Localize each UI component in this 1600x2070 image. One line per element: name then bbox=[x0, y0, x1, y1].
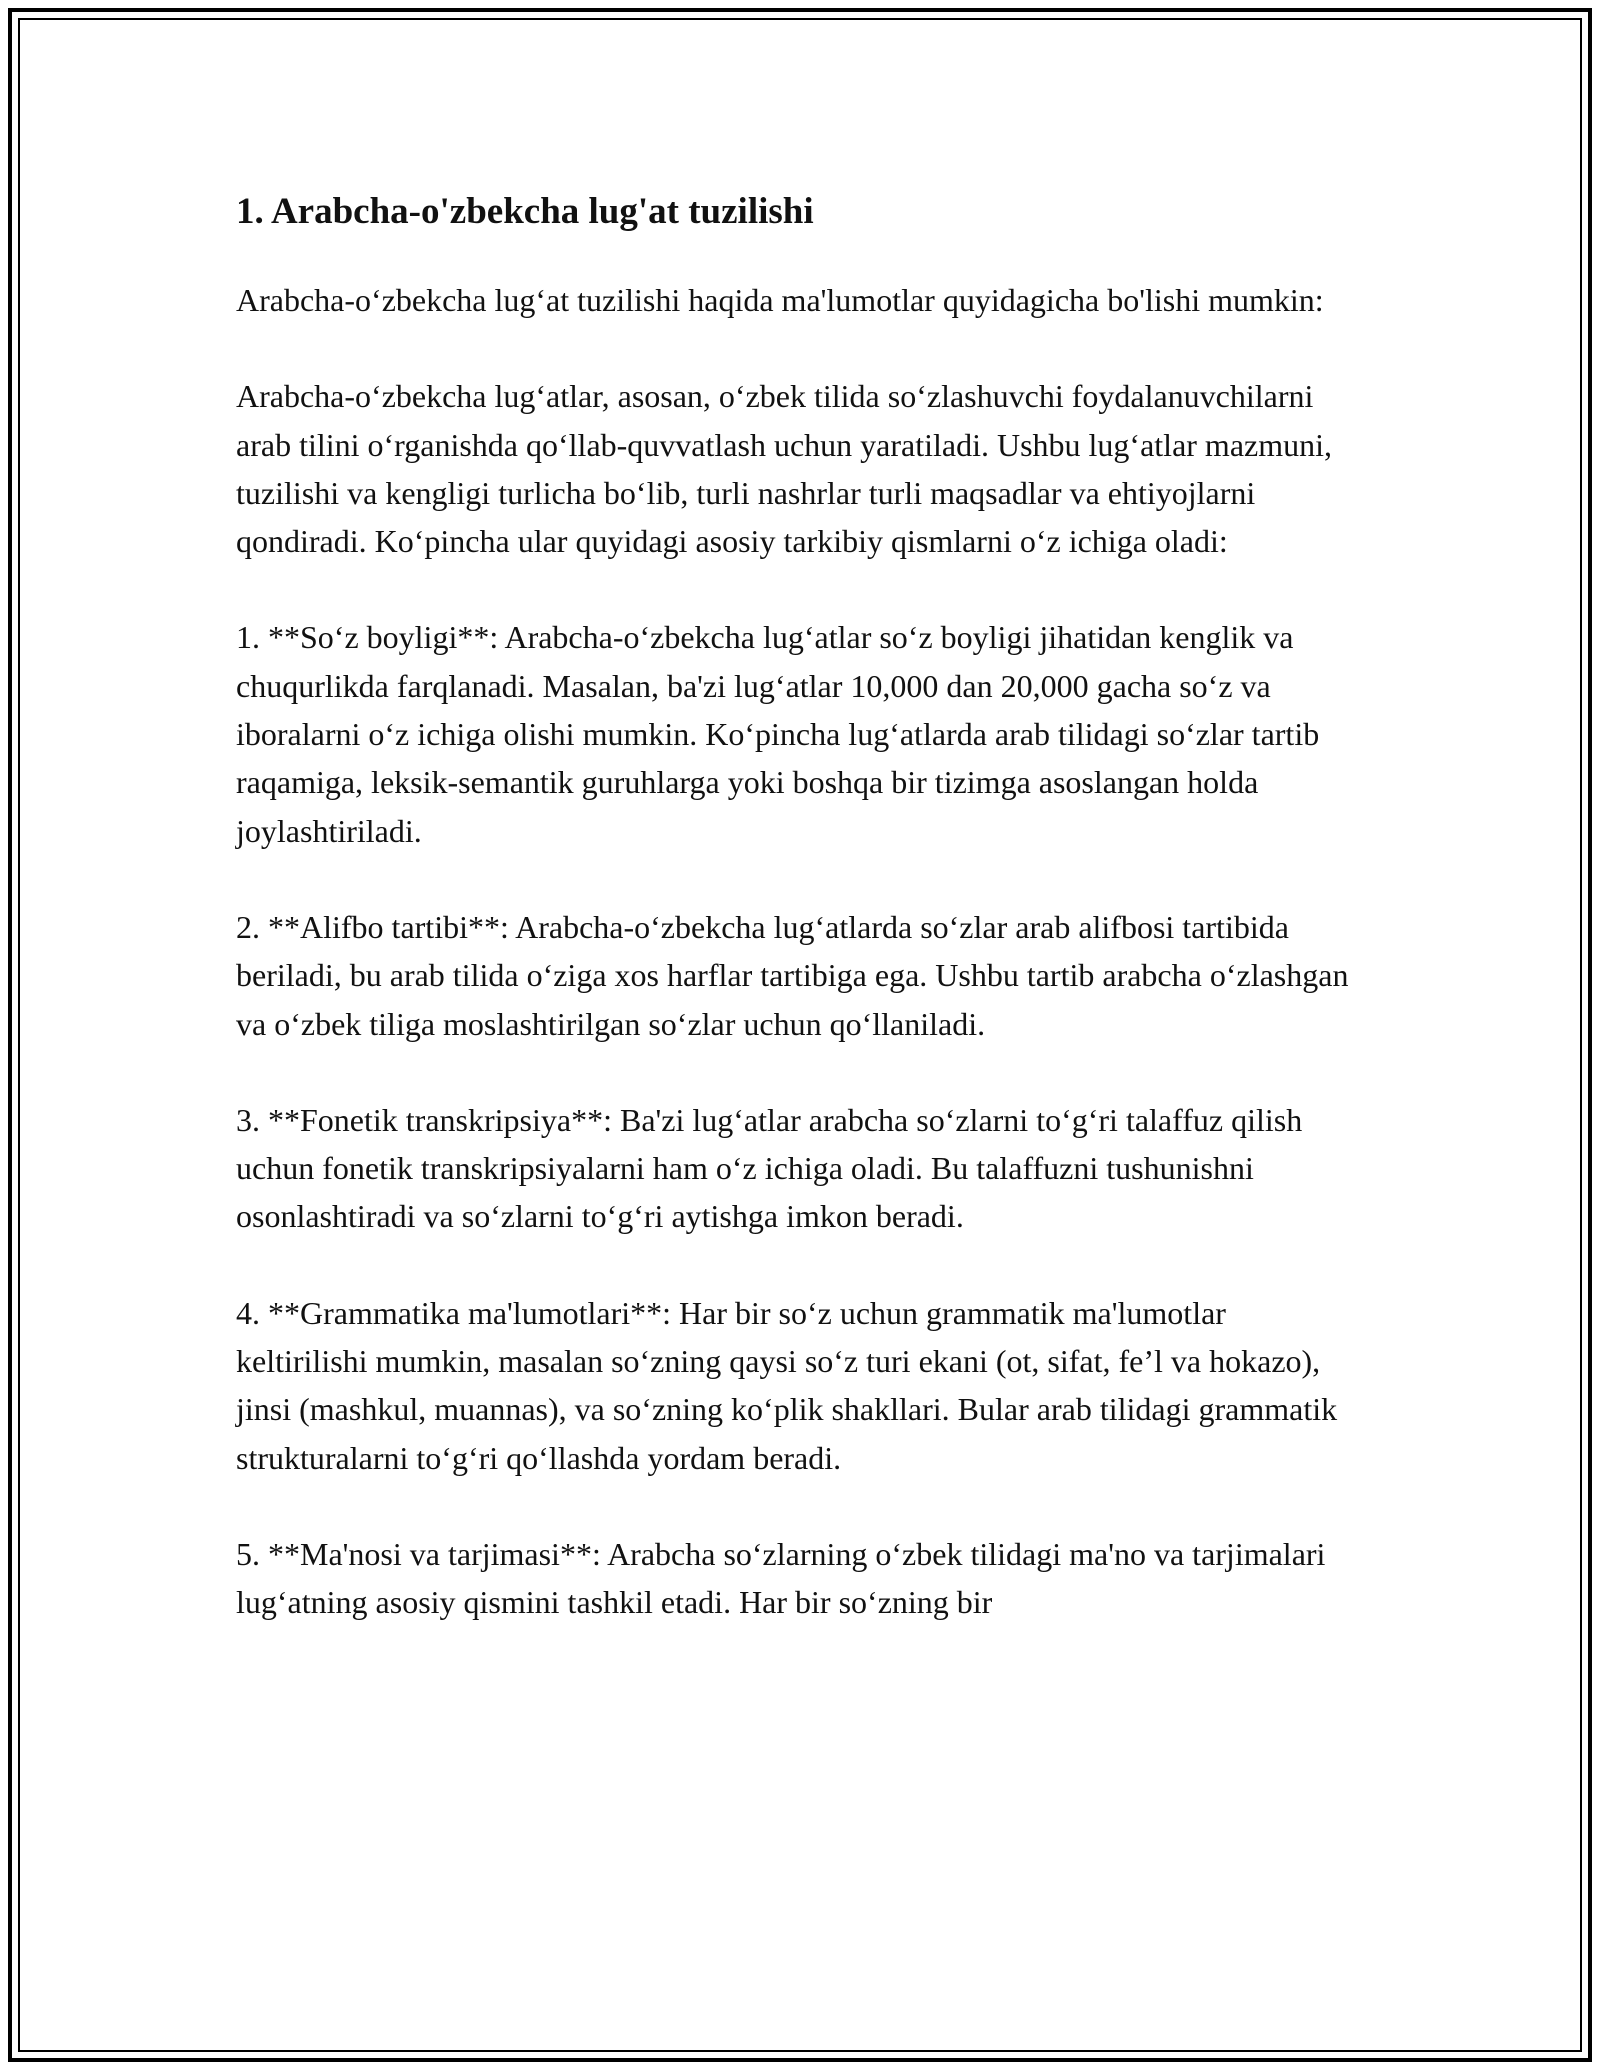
overview-paragraph: Arabcha-o‘zbekcha lug‘atlar, asosan, o‘zbek tilida so‘zlashuvchi foydalanuvchilarni arab tilini o‘rganishda qo‘llab-quvvatlash uchun yaratiladi. Ushbu lug‘atlar mazmuni, tuzilishi va kengligi turlicha bo‘lib, turli nashrlar turli maqsadlar va ehtiyojlarni qondiradi. Ko‘pincha ular quyidagi asosiy tarkibiy qismlarni o‘z ichiga oladi: bbox=[236, 378, 1332, 560]
list-item-alphabet-order: 2. **Alifbo tartibi**: Arabcha-o‘zbekcha lug‘atlarda so‘zlar arab alifbosi tartibida beriladi, bu arab tilida o‘ziga xos harflar tartibiga ega. Ushbu tartib arabcha o‘zlashgan va o‘zbek tiliga moslashtirilgan so‘zlar uchun qo‘llaniladi. bbox=[236, 908, 1349, 1042]
list-item-meaning-translation: 5. **Ma'nosi va tarjimasi**: Arabcha so‘zlarning o‘zbek tilidagi ma'no va tarjimalari lug‘atning asosiy qismini tashkil etadi. Har bir so‘zning bir bbox=[236, 1535, 1326, 1621]
document-page bbox=[236, 182, 1356, 1675]
document-title: 1. Arabcha-o'zbekcha lug'at tuzilishi bbox=[236, 191, 814, 232]
list-item-phonetic-transcription: 3. **Fonetik transkripsiya**: Ba'zi lug‘atlar arabcha so‘zlarni to‘g‘ri talaffuz qilish uchun fonetik transkripsiyalarni ham o‘z ichiga oladi. Bu talaffuzni tushunishni osonlashtiradi va so‘zlarni to‘g‘ri aytishga imkon beradi. bbox=[236, 1101, 1303, 1235]
list-item-grammar-info: 4. **Grammatika ma'lumotlari**: Har bir so‘z uchun grammatik ma'lumotlar keltirilishi mumkin, masalan so‘zning qaysi so‘z turi ekani (ot, sifat, fe’l va hokazo), jinsi (mashkul, muannas), va so‘zning ko‘plik shakllari. Bular arab tilidagi grammatik strukturalarni to‘g‘ri qo‘llashda yordam beradi. bbox=[236, 1294, 1338, 1476]
list-item-vocabulary: 1. **So‘z boyligi**: Arabcha-o‘zbekcha lug‘atlar so‘z boyligi jihatidan kenglik va chuqurlikda farqlanadi. Masalan, ba'zi lug‘atlar 10,000 dan 20,000 gacha so‘z va iboralarni o‘z ichiga olishi mumkin. Ko‘pincha lug‘atlarda arab tilidagi so‘zlar tartib raqamiga, leksik-semantik guruhlarga yoki boshqa bir tizimga asoslangan holda joylashtiriladi. bbox=[236, 619, 1320, 849]
intro-paragraph: Arabcha-o‘zbekcha lug‘at tuzilishi haqida ma'lumotlar quyidagicha bo'lishi mumkin: bbox=[236, 282, 1324, 318]
